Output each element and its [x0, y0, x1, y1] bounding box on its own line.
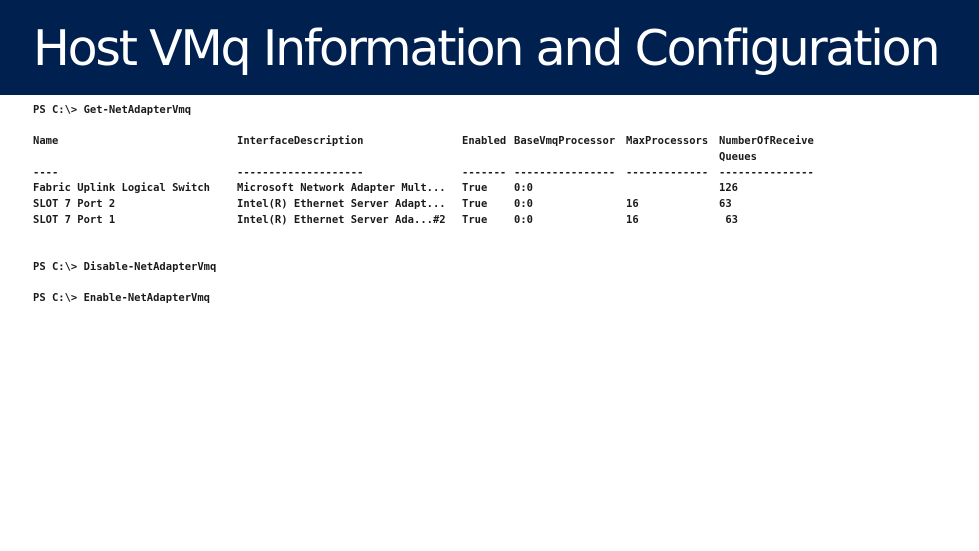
cell-enabled: True	[462, 198, 488, 211]
table-header-row-2	[33, 150, 757, 166]
header-name: Name	[33, 135, 59, 148]
blank-line	[33, 229, 216, 245]
cell-max-processors: 16	[626, 213, 639, 226]
cell-number-of-receive-queues: 126	[719, 182, 738, 195]
cell-base-vmq-processor: 0:0	[514, 213, 533, 226]
table-row	[33, 197, 732, 213]
table-row	[33, 181, 738, 197]
cell-name: SLOT 7 Port 2	[33, 198, 116, 211]
blank-line	[33, 276, 216, 292]
blank-line	[33, 119, 216, 135]
cell-name: Fabric Uplink Logical Switch	[33, 182, 211, 195]
cell-enabled: True	[462, 213, 488, 226]
slide-title: Host VMq Information and Configuration	[33, 20, 939, 77]
separator: ----------------	[514, 166, 616, 179]
command-enable-netadaptervmq: PS C:\> Enable-NetAdapterVmq	[33, 292, 211, 305]
header-enabled: Enabled	[462, 135, 507, 148]
powershell-output	[33, 103, 814, 307]
cell-name: SLOT 7 Port 1	[33, 213, 116, 226]
cell-number-of-receive-queues: 63	[719, 213, 738, 226]
cell-enabled: True	[462, 182, 488, 195]
separator: --------------------	[237, 166, 364, 179]
cell-interface-description: Intel(R) Ethernet Server Adapt...	[237, 198, 446, 211]
command-get-netadaptervmq: PS C:\> Get-NetAdapterVmq	[33, 104, 192, 116]
header-base-vmq-processor: BaseVmqProcessor	[514, 135, 616, 148]
cell-base-vmq-processor: 0:0	[514, 198, 533, 211]
blank-line	[33, 244, 216, 260]
title-bar	[0, 0, 979, 95]
header-queues: Queues	[719, 151, 757, 164]
table-row	[33, 213, 738, 229]
cell-interface-description: Microsoft Network Adapter Mult...	[237, 182, 446, 195]
cell-max-processors: 16	[626, 198, 639, 211]
header-max-processors: MaxProcessors	[626, 135, 709, 148]
table-separator-row	[33, 166, 814, 182]
separator: -------------	[626, 166, 709, 179]
separator: ---------------	[719, 166, 814, 179]
cell-base-vmq-processor: 0:0	[514, 182, 533, 195]
cell-number-of-receive-queues: 63	[719, 198, 732, 211]
separator: -------	[462, 166, 507, 179]
cell-interface-description: Intel(R) Ethernet Server Ada...#2	[237, 213, 446, 226]
header-interface-description: InterfaceDescription	[237, 135, 364, 148]
table-header-row	[33, 134, 814, 150]
command-disable-netadaptervmq: PS C:\> Disable-NetAdapterVmq	[33, 260, 217, 273]
separator: ----	[33, 166, 59, 179]
header-number-of-receive: NumberOfReceive	[719, 135, 814, 148]
